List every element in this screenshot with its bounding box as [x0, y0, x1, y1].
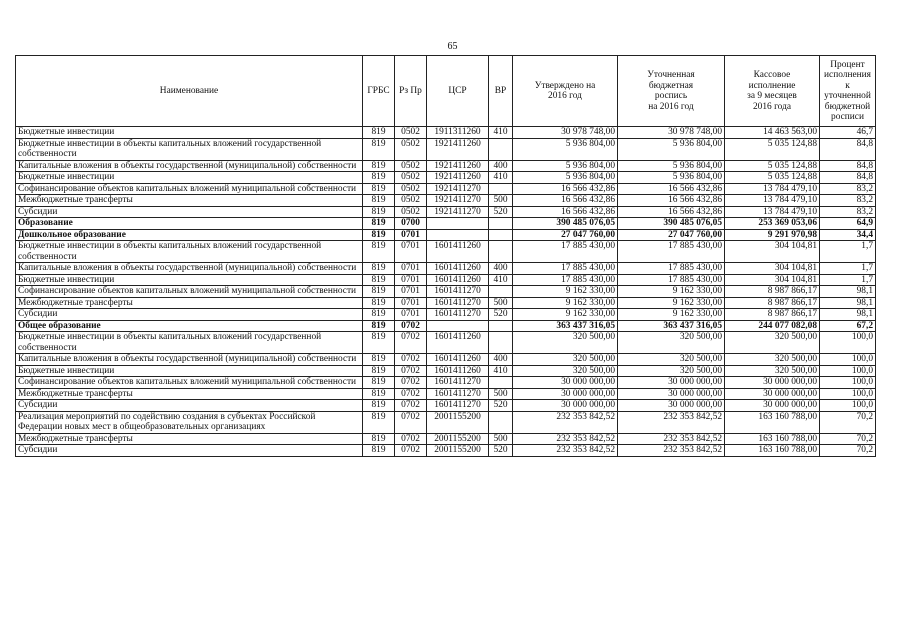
cell-cash: 13 784 479,10 — [725, 195, 820, 207]
cell-rzpr: 0702 — [395, 332, 427, 354]
table-row — [16, 309, 876, 321]
cell-cash: 163 160 788,00 — [725, 411, 820, 433]
cell-csr: 1921411260 — [427, 160, 489, 172]
cell-cash: 13 784 479,10 — [725, 183, 820, 195]
cell-rzpr: 0502 — [395, 195, 427, 207]
cell-grbs: 819 — [363, 332, 395, 354]
cell-csr — [427, 320, 489, 332]
cell-percent: 83,2 — [820, 195, 876, 207]
cell-grbs: 819 — [363, 286, 395, 298]
cell-refined: 9 162 330,00 — [618, 309, 725, 321]
header-grbs: ГРБС — [363, 56, 395, 127]
cell-name: Бюджетные инвестиции — [16, 274, 363, 286]
cell-name: Межбюджетные трансферты — [16, 433, 363, 445]
cell-name: Капитальные вложения в объекты государственной (муниципальной) собственности — [16, 263, 363, 275]
cell-cash: 320 500,00 — [725, 332, 820, 354]
cell-grbs: 819 — [363, 195, 395, 207]
cell-percent: 84,8 — [820, 172, 876, 184]
header-row — [16, 56, 876, 127]
table-row — [16, 377, 876, 389]
table-row — [16, 286, 876, 298]
cell-rzpr: 0701 — [395, 297, 427, 309]
cell-percent: 100,0 — [820, 365, 876, 377]
cell-percent: 98,1 — [820, 309, 876, 321]
cell-csr: 1921411270 — [427, 183, 489, 195]
cell-vr — [489, 320, 513, 332]
header-percent: Процент исполнения к уточненной бюджетной росписи — [820, 56, 876, 127]
cell-percent: 1,7 — [820, 241, 876, 263]
cell-vr — [489, 218, 513, 230]
cell-refined: 30 000 000,00 — [618, 400, 725, 412]
cell-cash: 304 104,81 — [725, 274, 820, 286]
cell-vr: 400 — [489, 354, 513, 366]
cell-rzpr: 0502 — [395, 127, 427, 139]
cell-refined: 320 500,00 — [618, 332, 725, 354]
cell-approved: 5 936 804,00 — [513, 172, 618, 184]
cell-grbs: 819 — [363, 263, 395, 275]
cell-cash: 163 160 788,00 — [725, 445, 820, 457]
cell-rzpr: 0702 — [395, 411, 427, 433]
cell-cash: 320 500,00 — [725, 354, 820, 366]
cell-approved: 9 162 330,00 — [513, 309, 618, 321]
cell-csr — [427, 229, 489, 241]
cell-name: Софинансирование объектов капитальных вложений муниципальной собственности — [16, 183, 363, 195]
cell-cash: 304 104,81 — [725, 263, 820, 275]
cell-approved: 16 566 432,86 — [513, 183, 618, 195]
cell-approved: 17 885 430,00 — [513, 241, 618, 263]
cell-percent: 98,1 — [820, 297, 876, 309]
cell-percent: 1,7 — [820, 274, 876, 286]
cell-csr: 1601411270 — [427, 377, 489, 389]
cell-grbs: 819 — [363, 172, 395, 184]
cell-grbs: 819 — [363, 365, 395, 377]
cell-grbs: 819 — [363, 218, 395, 230]
cell-csr: 1911311260 — [427, 127, 489, 139]
cell-vr: 520 — [489, 400, 513, 412]
cell-grbs: 819 — [363, 320, 395, 332]
cell-percent: 98,1 — [820, 286, 876, 298]
table-row — [16, 365, 876, 377]
cell-refined: 9 162 330,00 — [618, 286, 725, 298]
cell-vr: 520 — [489, 206, 513, 218]
cell-approved: 27 047 760,00 — [513, 229, 618, 241]
budget-table — [15, 55, 876, 457]
cell-rzpr: 0702 — [395, 445, 427, 457]
cell-name: Реализация мероприятий по содействию создания в субъектах Российской Федерации новых мест в общеобразовательных организациях — [16, 411, 363, 433]
cell-approved: 17 885 430,00 — [513, 274, 618, 286]
cell-rzpr: 0702 — [395, 354, 427, 366]
cell-csr: 1921411260 — [427, 138, 489, 160]
cell-rzpr: 0700 — [395, 218, 427, 230]
cell-rzpr: 0502 — [395, 172, 427, 184]
cell-name: Субсидии — [16, 206, 363, 218]
cell-csr: 1601411260 — [427, 263, 489, 275]
cell-approved: 9 162 330,00 — [513, 297, 618, 309]
cell-name: Дошкольное образование — [16, 229, 363, 241]
cell-name: Капитальные вложения в объекты государственной (муниципальной) собственности — [16, 354, 363, 366]
table-row — [16, 263, 876, 275]
cell-cash: 5 035 124,88 — [725, 160, 820, 172]
cell-csr: 1921411260 — [427, 172, 489, 184]
cell-approved: 232 353 842,52 — [513, 433, 618, 445]
cell-percent: 34,4 — [820, 229, 876, 241]
cell-csr: 1601411260 — [427, 354, 489, 366]
cell-csr: 1601411270 — [427, 286, 489, 298]
cell-name: Общее образование — [16, 320, 363, 332]
cell-percent: 64,9 — [820, 218, 876, 230]
cell-percent: 46,7 — [820, 127, 876, 139]
cell-rzpr: 0702 — [395, 400, 427, 412]
cell-percent: 84,8 — [820, 138, 876, 160]
cell-refined: 16 566 432,86 — [618, 183, 725, 195]
cell-cash: 320 500,00 — [725, 365, 820, 377]
table-row — [16, 160, 876, 172]
cell-approved: 320 500,00 — [513, 332, 618, 354]
cell-cash: 30 000 000,00 — [725, 377, 820, 389]
cell-cash: 14 463 563,00 — [725, 127, 820, 139]
cell-rzpr: 0702 — [395, 320, 427, 332]
cell-name: Капитальные вложения в объекты государственной (муниципальной) собственности — [16, 160, 363, 172]
cell-refined: 232 353 842,52 — [618, 433, 725, 445]
cell-cash: 8 987 866,17 — [725, 297, 820, 309]
cell-refined: 320 500,00 — [618, 354, 725, 366]
table-row — [16, 354, 876, 366]
cell-cash: 5 035 124,88 — [725, 172, 820, 184]
cell-csr: 1601411260 — [427, 241, 489, 263]
cell-refined: 232 353 842,52 — [618, 445, 725, 457]
cell-name: Софинансирование объектов капитальных вложений муниципальной собственности — [16, 377, 363, 389]
cell-csr — [427, 218, 489, 230]
cell-csr: 1601411260 — [427, 274, 489, 286]
cell-grbs: 819 — [363, 138, 395, 160]
table-row — [16, 388, 876, 400]
cell-name: Межбюджетные трансферты — [16, 195, 363, 207]
cell-name: Субсидии — [16, 445, 363, 457]
cell-approved: 232 353 842,52 — [513, 411, 618, 433]
cell-name: Софинансирование объектов капитальных вложений муниципальной собственности — [16, 286, 363, 298]
cell-cash: 244 077 082,08 — [725, 320, 820, 332]
table-row — [16, 433, 876, 445]
cell-rzpr: 0502 — [395, 138, 427, 160]
cell-csr: 2001155200 — [427, 433, 489, 445]
cell-approved: 363 437 316,05 — [513, 320, 618, 332]
cell-name: Бюджетные инвестиции в объекты капитальных вложений государственной собственности — [16, 138, 363, 160]
cell-name: Бюджетные инвестиции — [16, 365, 363, 377]
cell-grbs: 819 — [363, 183, 395, 195]
cell-vr: 500 — [489, 195, 513, 207]
cell-vr: 520 — [489, 309, 513, 321]
table-row — [16, 229, 876, 241]
cell-percent: 100,0 — [820, 388, 876, 400]
cell-vr: 400 — [489, 263, 513, 275]
header-name: Наименование — [16, 56, 363, 127]
cell-name: Субсидии — [16, 400, 363, 412]
cell-rzpr: 0701 — [395, 309, 427, 321]
cell-grbs: 819 — [363, 229, 395, 241]
cell-vr — [489, 241, 513, 263]
cell-refined: 27 047 760,00 — [618, 229, 725, 241]
cell-rzpr: 0702 — [395, 365, 427, 377]
cell-vr: 500 — [489, 297, 513, 309]
cell-vr — [489, 411, 513, 433]
cell-vr — [489, 377, 513, 389]
cell-refined: 5 936 804,00 — [618, 160, 725, 172]
cell-cash: 163 160 788,00 — [725, 433, 820, 445]
cell-grbs: 819 — [363, 445, 395, 457]
cell-grbs: 819 — [363, 377, 395, 389]
cell-cash: 8 987 866,17 — [725, 286, 820, 298]
cell-name: Бюджетные инвестиции — [16, 127, 363, 139]
cell-rzpr: 0702 — [395, 377, 427, 389]
cell-percent: 1,7 — [820, 263, 876, 275]
table-row — [16, 183, 876, 195]
cell-percent: 70,2 — [820, 411, 876, 433]
cell-refined: 16 566 432,86 — [618, 195, 725, 207]
cell-refined: 232 353 842,52 — [618, 411, 725, 433]
cell-vr — [489, 332, 513, 354]
page-number: 65 — [447, 41, 458, 52]
cell-csr: 1601411270 — [427, 309, 489, 321]
cell-vr: 410 — [489, 274, 513, 286]
cell-approved: 16 566 432,86 — [513, 195, 618, 207]
table-row — [16, 297, 876, 309]
cell-name: Бюджетные инвестиции — [16, 172, 363, 184]
cell-name: Межбюджетные трансферты — [16, 388, 363, 400]
cell-grbs: 819 — [363, 160, 395, 172]
table-row — [16, 400, 876, 412]
cell-percent: 84,8 — [820, 160, 876, 172]
cell-cash: 8 987 866,17 — [725, 309, 820, 321]
cell-vr: 410 — [489, 127, 513, 139]
cell-rzpr: 0701 — [395, 229, 427, 241]
cell-cash: 30 000 000,00 — [725, 388, 820, 400]
cell-refined: 16 566 432,86 — [618, 206, 725, 218]
cell-csr: 1601411260 — [427, 332, 489, 354]
cell-refined: 30 978 748,00 — [618, 127, 725, 139]
cell-vr: 410 — [489, 365, 513, 377]
table-row — [16, 332, 876, 354]
header-vr: ВР — [489, 56, 513, 127]
cell-csr: 2001155200 — [427, 411, 489, 433]
cell-grbs: 819 — [363, 206, 395, 218]
cell-percent: 100,0 — [820, 400, 876, 412]
cell-rzpr: 0702 — [395, 388, 427, 400]
cell-approved: 320 500,00 — [513, 354, 618, 366]
cell-cash: 304 104,81 — [725, 241, 820, 263]
cell-csr: 1921411270 — [427, 206, 489, 218]
cell-percent: 100,0 — [820, 377, 876, 389]
cell-refined: 30 000 000,00 — [618, 377, 725, 389]
cell-approved: 30 000 000,00 — [513, 377, 618, 389]
cell-refined: 5 936 804,00 — [618, 172, 725, 184]
cell-approved: 30 978 748,00 — [513, 127, 618, 139]
table-row — [16, 241, 876, 263]
cell-approved: 30 000 000,00 — [513, 400, 618, 412]
cell-vr: 400 — [489, 160, 513, 172]
cell-percent: 70,2 — [820, 433, 876, 445]
cell-approved: 5 936 804,00 — [513, 138, 618, 160]
cell-approved: 232 353 842,52 — [513, 445, 618, 457]
cell-approved: 320 500,00 — [513, 365, 618, 377]
cell-rzpr: 0502 — [395, 183, 427, 195]
cell-grbs: 819 — [363, 274, 395, 286]
table-row — [16, 411, 876, 433]
cell-cash: 5 035 124,88 — [725, 138, 820, 160]
cell-percent: 100,0 — [820, 354, 876, 366]
cell-approved: 5 936 804,00 — [513, 160, 618, 172]
cell-vr — [489, 229, 513, 241]
table-row — [16, 172, 876, 184]
cell-csr: 1601411270 — [427, 400, 489, 412]
cell-name: Образование — [16, 218, 363, 230]
cell-csr: 2001155200 — [427, 445, 489, 457]
cell-approved: 9 162 330,00 — [513, 286, 618, 298]
table-row — [16, 320, 876, 332]
table-row — [16, 274, 876, 286]
cell-refined: 17 885 430,00 — [618, 263, 725, 275]
cell-grbs: 819 — [363, 309, 395, 321]
cell-vr: 500 — [489, 388, 513, 400]
header-cash: Кассовое исполнение за 9 месяцев 2016 года — [725, 56, 820, 127]
cell-refined: 9 162 330,00 — [618, 297, 725, 309]
cell-grbs: 819 — [363, 433, 395, 445]
cell-name: Межбюджетные трансферты — [16, 297, 363, 309]
header-refined: Уточненная бюджетная роспись на 2016 год — [618, 56, 725, 127]
cell-rzpr: 0502 — [395, 206, 427, 218]
cell-grbs: 819 — [363, 411, 395, 433]
table-row — [16, 195, 876, 207]
cell-refined: 320 500,00 — [618, 365, 725, 377]
cell-cash: 13 784 479,10 — [725, 206, 820, 218]
cell-percent: 83,2 — [820, 183, 876, 195]
cell-refined: 390 485 076,05 — [618, 218, 725, 230]
cell-approved: 16 566 432,86 — [513, 206, 618, 218]
cell-grbs: 819 — [363, 127, 395, 139]
cell-percent: 70,2 — [820, 445, 876, 457]
cell-refined: 5 936 804,00 — [618, 138, 725, 160]
cell-rzpr: 0702 — [395, 433, 427, 445]
cell-cash: 9 291 970,98 — [725, 229, 820, 241]
table-row — [16, 206, 876, 218]
cell-grbs: 819 — [363, 241, 395, 263]
cell-rzpr: 0701 — [395, 274, 427, 286]
cell-vr — [489, 286, 513, 298]
cell-vr: 500 — [489, 433, 513, 445]
cell-vr — [489, 183, 513, 195]
cell-vr: 410 — [489, 172, 513, 184]
cell-csr: 1601411270 — [427, 297, 489, 309]
cell-rzpr: 0502 — [395, 160, 427, 172]
header-rzpr: Рз Пр — [395, 56, 427, 127]
cell-refined: 17 885 430,00 — [618, 274, 725, 286]
cell-grbs: 819 — [363, 297, 395, 309]
cell-grbs: 819 — [363, 400, 395, 412]
cell-approved: 390 485 076,05 — [513, 218, 618, 230]
cell-approved: 17 885 430,00 — [513, 263, 618, 275]
cell-percent: 83,2 — [820, 206, 876, 218]
cell-csr: 1601411270 — [427, 388, 489, 400]
cell-refined: 30 000 000,00 — [618, 388, 725, 400]
cell-percent: 100,0 — [820, 332, 876, 354]
cell-grbs: 819 — [363, 354, 395, 366]
cell-grbs: 819 — [363, 388, 395, 400]
cell-refined: 363 437 316,05 — [618, 320, 725, 332]
cell-rzpr: 0701 — [395, 241, 427, 263]
cell-refined: 17 885 430,00 — [618, 241, 725, 263]
cell-approved: 30 000 000,00 — [513, 388, 618, 400]
cell-name: Бюджетные инвестиции в объекты капитальных вложений государственной собственности — [16, 332, 363, 354]
cell-csr: 1601411260 — [427, 365, 489, 377]
cell-name: Бюджетные инвестиции в объекты капитальных вложений государственной собственности — [16, 241, 363, 263]
table-row — [16, 218, 876, 230]
cell-rzpr: 0701 — [395, 286, 427, 298]
cell-csr: 1921411270 — [427, 195, 489, 207]
header-approved: Утверждено на 2016 год — [513, 56, 618, 127]
header-csr: ЦСР — [427, 56, 489, 127]
cell-rzpr: 0701 — [395, 263, 427, 275]
table-row — [16, 445, 876, 457]
cell-percent: 67,2 — [820, 320, 876, 332]
cell-vr — [489, 138, 513, 160]
table-row — [16, 127, 876, 139]
table-row — [16, 138, 876, 160]
cell-cash: 253 369 053,06 — [725, 218, 820, 230]
cell-cash: 30 000 000,00 — [725, 400, 820, 412]
cell-name: Субсидии — [16, 309, 363, 321]
cell-vr: 520 — [489, 445, 513, 457]
